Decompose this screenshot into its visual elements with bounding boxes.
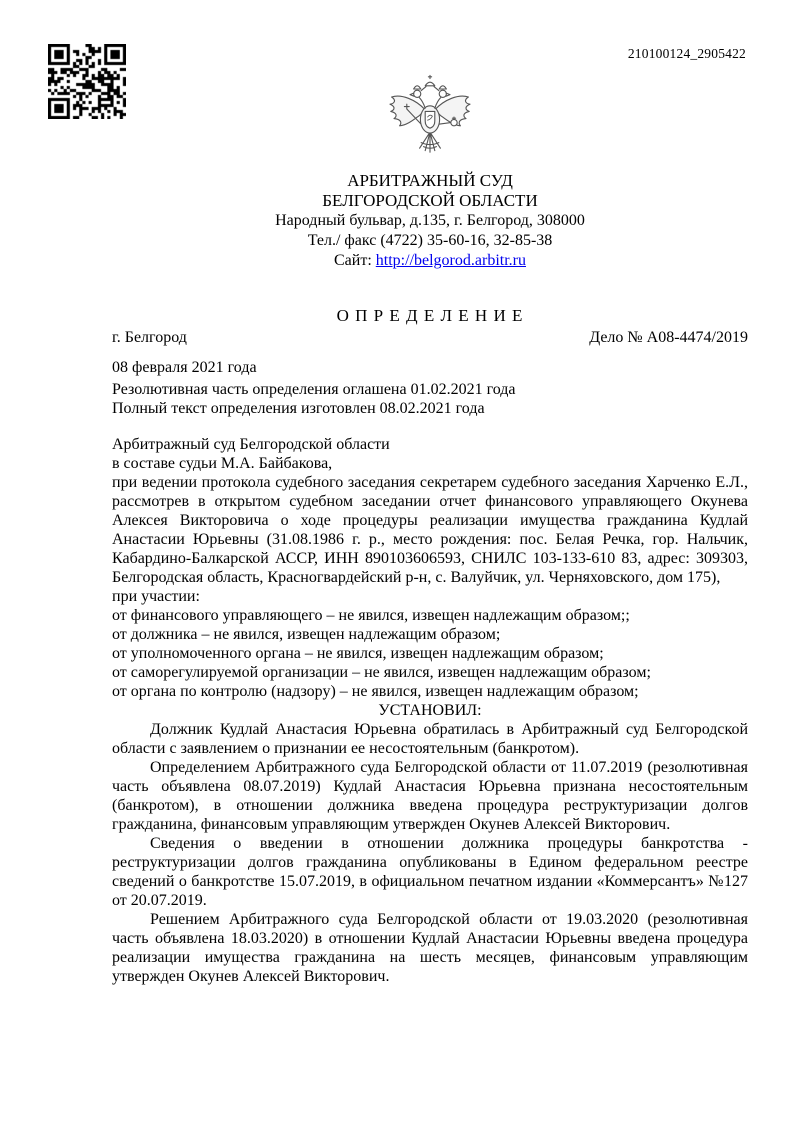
- participant-line: от финансового управляющего – не явился, извещен надлежащим образом;;: [112, 607, 630, 624]
- participant-line: от должника – не явился, извещен надлежащим образом;: [112, 626, 501, 643]
- coat-of-arms-icon: [382, 73, 478, 165]
- court-site-line: [112, 251, 748, 271]
- court-phone: Тел./ факс (4722) 35-60-16, 32-85-38: [307, 232, 553, 249]
- case-info-row: [112, 329, 748, 347]
- body-paragraph: Должник Кудлай Анастасия Юрьевна обратилась в Арбитражный суд Белгородской области с заявлением о признании ее несостоятельным (банкротом).: [112, 721, 748, 757]
- full-text-date-line: Полный текст определения изготовлен 08.02.2021 года: [112, 400, 485, 417]
- body-paragraph: Сведения о введении в отношении должника процедуры банкротства - реструктуризации долгов гражданина опубликованы в Едином федеральном реестре сведений о банкротстве 15.07.2019, в официальном печатном издании «Коммерсантъ» №127 от 20.07.2019.: [112, 835, 748, 909]
- document-title: О П Р Е Д Е Л Е Н И Е: [336, 306, 524, 325]
- intro-paragraph: при ведении протокола судебного заседания секретарем судебного заседания Харченко Е.Л., рассмотрев в открытом судебном заседании отчет финансового управляющего Окунева Алексея Викторовича о ходе процедуры реализации имущества гражданина Кудлай Анастасии Юрьевны (31.08.1986 г. р., место рождения: пос. Белая Речка, гор. Нальчик, Кабардино-Балкарской АССР, ИНН 890103606593, СНИЛС 103-133-610 83, адрес: 309303, Белгородская область, Красногвардейский р-н, с. Валуйчик, ул. Черняховского, дом 175),: [112, 474, 748, 586]
- court-line: Арбитражный суд Белгородской области: [112, 436, 390, 453]
- document-number: 210100124_2905422: [627, 46, 746, 61]
- site-label: Сайт:: [334, 252, 376, 269]
- participant-line: от уполномоченного органа – не явился, извещен надлежащим образом;: [112, 645, 604, 662]
- participant-line: от органа по контролю (надзору) – не явился, извещен надлежащим образом;: [112, 683, 639, 700]
- body-paragraph: Определением Арбитражного суда Белгородской области от 11.07.2019 (резолютивная часть объявлена 08.07.2019) Кудлай Анастасия Юрьевна признана несостоятельным (банкротом), в отношении должника введена процедура реструктуризации долгов гражданина, финансовым управляющим утвержден Окунев Алексей Викторович.: [112, 759, 748, 833]
- court-name-line2: БЕЛГОРОДСКОЙ ОБЛАСТИ: [322, 191, 538, 210]
- court-letterhead: [112, 171, 748, 271]
- qr-code-canvas: [48, 44, 126, 119]
- judge-line: в составе судьи М.А. Байбакова,: [112, 455, 333, 472]
- participation-label: при участии:: [112, 588, 200, 605]
- case-number: Дело № А08-4474/2019: [589, 329, 748, 346]
- qr-code-icon: [48, 44, 126, 119]
- established-heading: УСТАНОВИЛ:: [378, 702, 482, 719]
- decision-date: 08 февраля 2021 года: [112, 359, 257, 376]
- document-body: [112, 435, 748, 986]
- court-name-line1: АРБИТРАЖНЫЙ СУД: [347, 171, 513, 190]
- participant-line: от саморегулируемой организации – не явился, извещен надлежащим образом;: [112, 664, 651, 681]
- court-site-link[interactable]: http://belgorod.arbitr.ru: [375, 252, 526, 269]
- body-paragraph: Решением Арбитражного суда Белгородской области от 19.03.2020 (резолютивная часть объявлена 18.03.2020) в отношении Кудлай Анастасии Юрьевны введена процедура реализации имущества гражданина на шесть месяцев, финансовым управляющим утвержден Окунев Алексей Викторович.: [112, 911, 748, 985]
- court-address: Народный бульвар, д.135, г. Белгород, 308000: [275, 212, 585, 229]
- resolutive-date-line: Резолютивная часть определения оглашена 01.02.2021 года: [112, 381, 516, 398]
- city-label: г. Белгород: [112, 329, 187, 346]
